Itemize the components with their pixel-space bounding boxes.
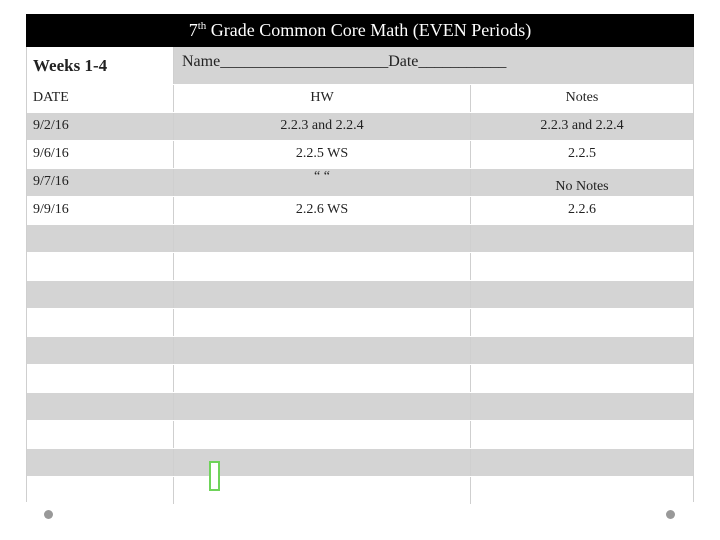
column-header-date: DATE xyxy=(27,85,174,112)
table-row xyxy=(27,448,693,476)
title-superscript: th xyxy=(197,20,207,32)
table-row xyxy=(27,476,693,504)
date-cell[interactable]: 9/7/16 xyxy=(27,169,174,196)
notes-cell[interactable] xyxy=(471,337,693,364)
date-cell[interactable] xyxy=(27,281,174,308)
hw-cell[interactable]: “ “ xyxy=(174,169,471,196)
date-cell[interactable]: 9/2/16 xyxy=(27,113,174,140)
notes-cell[interactable] xyxy=(471,365,693,392)
title-prefix: 7 xyxy=(188,20,198,40)
hw-cell[interactable] xyxy=(174,253,471,280)
hw-cell[interactable]: 2.2.3 and 2.2.4 xyxy=(174,113,471,140)
notes-cell[interactable] xyxy=(471,477,693,504)
table-row xyxy=(27,364,693,392)
header-row xyxy=(27,47,693,84)
date-cell[interactable] xyxy=(27,421,174,448)
table-row xyxy=(27,140,693,168)
notes-cell[interactable] xyxy=(471,393,693,420)
table-row xyxy=(27,336,693,364)
table-row xyxy=(27,168,693,196)
hw-cell[interactable] xyxy=(174,393,471,420)
notes-cell[interactable] xyxy=(471,281,693,308)
date-cell[interactable] xyxy=(27,309,174,336)
corner-dot-icon xyxy=(44,510,53,519)
page-title xyxy=(26,14,694,47)
date-cell[interactable] xyxy=(27,393,174,420)
table-row xyxy=(27,392,693,420)
hw-cell[interactable] xyxy=(174,309,471,336)
date-cell[interactable] xyxy=(27,449,174,476)
schedule-table xyxy=(27,84,693,504)
notes-cell[interactable]: 2.2.6 xyxy=(568,202,596,217)
cursor-marker xyxy=(209,461,220,491)
table-row xyxy=(27,308,693,336)
notes-cell[interactable]: No Notes xyxy=(555,179,609,194)
table-body xyxy=(27,112,693,504)
column-header-row xyxy=(27,84,693,112)
corner-dot-icon xyxy=(666,510,675,519)
column-header-hw: HW xyxy=(174,85,471,112)
date-cell[interactable]: 9/6/16 xyxy=(27,141,174,168)
notes-cell[interactable] xyxy=(471,253,693,280)
hw-cell[interactable] xyxy=(174,281,471,308)
weeks-label: Weeks 1-4 xyxy=(27,47,174,84)
date-cell[interactable] xyxy=(27,365,174,392)
date-cell[interactable] xyxy=(27,337,174,364)
date-cell[interactable] xyxy=(27,225,174,252)
name-date-line[interactable]: Name_____________________Date___________ xyxy=(174,47,693,84)
notes-cell[interactable] xyxy=(471,421,693,448)
column-header-notes: Notes xyxy=(565,90,599,105)
table-row xyxy=(27,196,693,224)
notes-cell[interactable] xyxy=(471,309,693,336)
notes-cell[interactable]: 2.2.5 xyxy=(568,146,596,161)
hw-cell[interactable]: 2.2.5 WS xyxy=(174,141,471,168)
table-row xyxy=(27,112,693,140)
date-cell[interactable] xyxy=(27,477,174,504)
hw-cell[interactable]: 2.2.6 WS xyxy=(174,197,471,224)
hw-cell[interactable] xyxy=(174,421,471,448)
notes-cell[interactable]: 2.2.3 and 2.2.4 xyxy=(540,118,624,133)
hw-cell[interactable] xyxy=(174,225,471,252)
notes-cell[interactable] xyxy=(471,449,693,476)
hw-cell[interactable] xyxy=(174,365,471,392)
notes-cell[interactable] xyxy=(471,225,693,252)
title-rest: Grade Common Core Math (EVEN Periods) xyxy=(206,20,532,40)
date-cell[interactable] xyxy=(27,253,174,280)
table-row xyxy=(27,252,693,280)
table-row xyxy=(27,280,693,308)
table-row xyxy=(27,420,693,448)
hw-cell[interactable] xyxy=(174,337,471,364)
table-row xyxy=(27,224,693,252)
date-cell[interactable]: 9/9/16 xyxy=(27,197,174,224)
